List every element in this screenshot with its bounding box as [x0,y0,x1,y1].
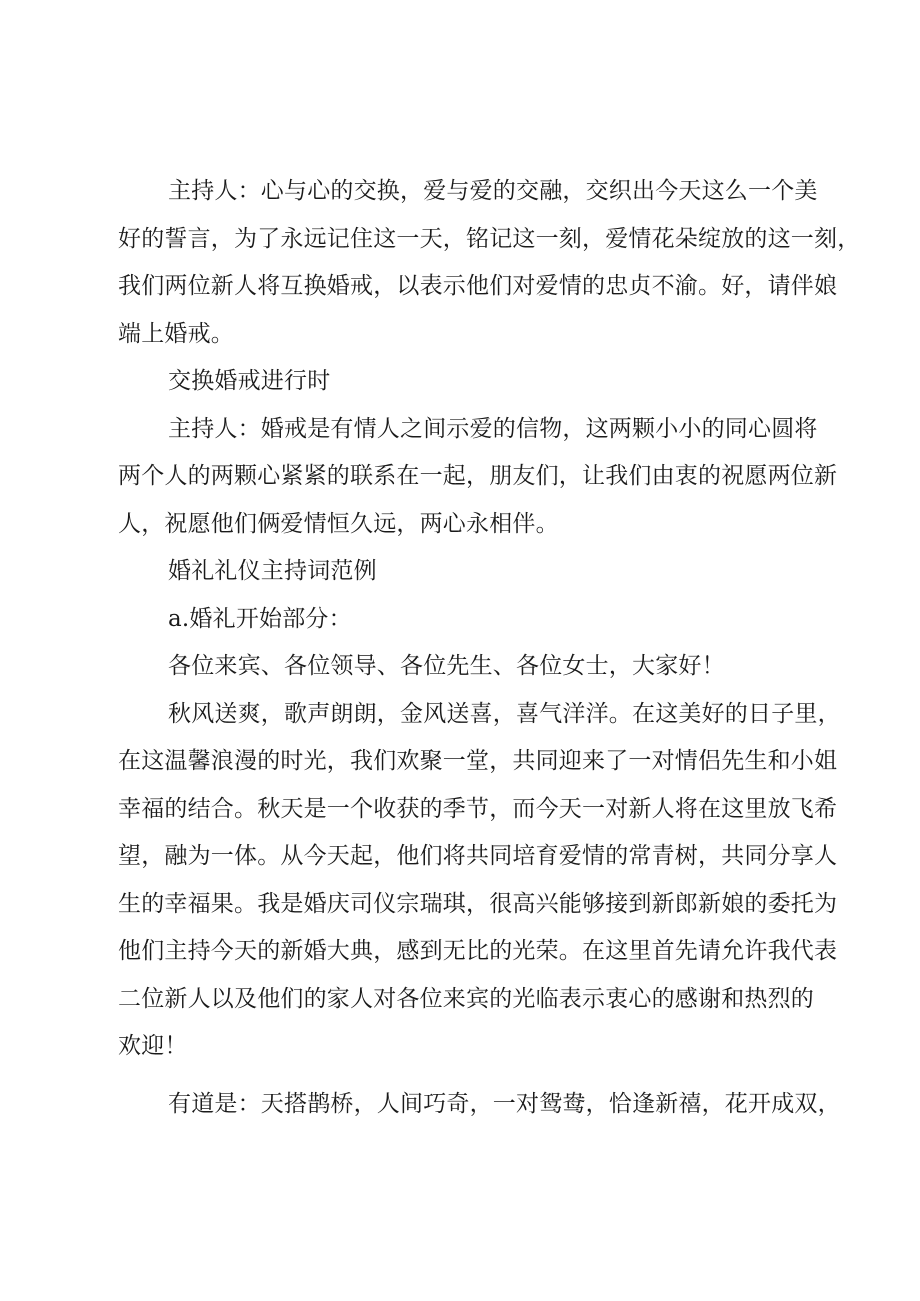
text-line: 人，祝愿他们俩爱情恒久远，两心永相伴。 [118,510,559,537]
text-line: 二位新人以及他们的家人对各位来宾的光临表示衷心的感谢和热烈的 [118,985,814,1012]
text-line: 端上婚戒。 [118,320,234,347]
paragraph-rings-meaning [118,406,838,549]
paragraph-opening-speech [118,691,841,1071]
text-line: 主持人：心与心的交换，爱与爱的交融，交织出今天这么一个美 [168,178,818,204]
paragraph-spacer [118,1071,832,1081]
text-line: 秋风送爽，歌声朗朗，金风送喜，喜气洋洋。在这美好的日子里， [168,700,841,727]
paragraph-blessing [118,1081,841,1129]
heading-opening-section: a.婚礼开始部分： [168,605,352,632]
text-line: 欢迎！ [118,1033,188,1059]
text-line: 两个人的两颗心紧紧的联系在一起，朋友们，让我们由衷的祝愿两位新 [118,463,838,489]
text-line: 在这温馨浪漫的时光，我们欢聚一堂，共同迎来了一对情侣先生和小姐 [118,748,838,774]
text-line: 主持人：婚戒是有情人之间示爱的信物，这两颗小小的同心圆将 [168,415,818,442]
text-line: 幸福的结合。秋天是一个收获的季节，而今天一对新人将在这里放飞希 [118,795,838,822]
text-line: 望，融为一体。从今天起，他们将共同培育爱情的常青树，共同分享人 [118,843,838,869]
text-line: 好的誓言，为了永远记住这一天，铭记这一刻，爱情花朵绽放的这一刻， [118,225,861,252]
text-line: 我们两位新人将互换婚戒，以表示他们对爱情的忠贞不渝。好，请伴娘 [118,273,838,299]
heading-exchange-rings: 交换婚戒进行时 [168,368,331,394]
text-line: 生的幸福果。我是婚庆司仪宗瑞琪，很高兴能够接到新郎新娘的委托为 [118,890,838,917]
paragraph-greeting: 各位来宾、各位领导、各位先生、各位女士，大家好！ [168,653,725,679]
text-line: 他们主持今天的新婚大典，感到无比的光荣。在这里首先请允许我代表 [118,938,838,964]
document-body [118,168,861,1128]
text-line: 有道是：天搭鹊桥，人间巧奇，一对鸳鸯，恰逢新禧，花开成双， [168,1090,841,1117]
heading-ceremony-script-example: 婚礼礼仪主持词范例 [168,558,377,584]
paragraph-exchange-rings-intro [118,168,861,358]
